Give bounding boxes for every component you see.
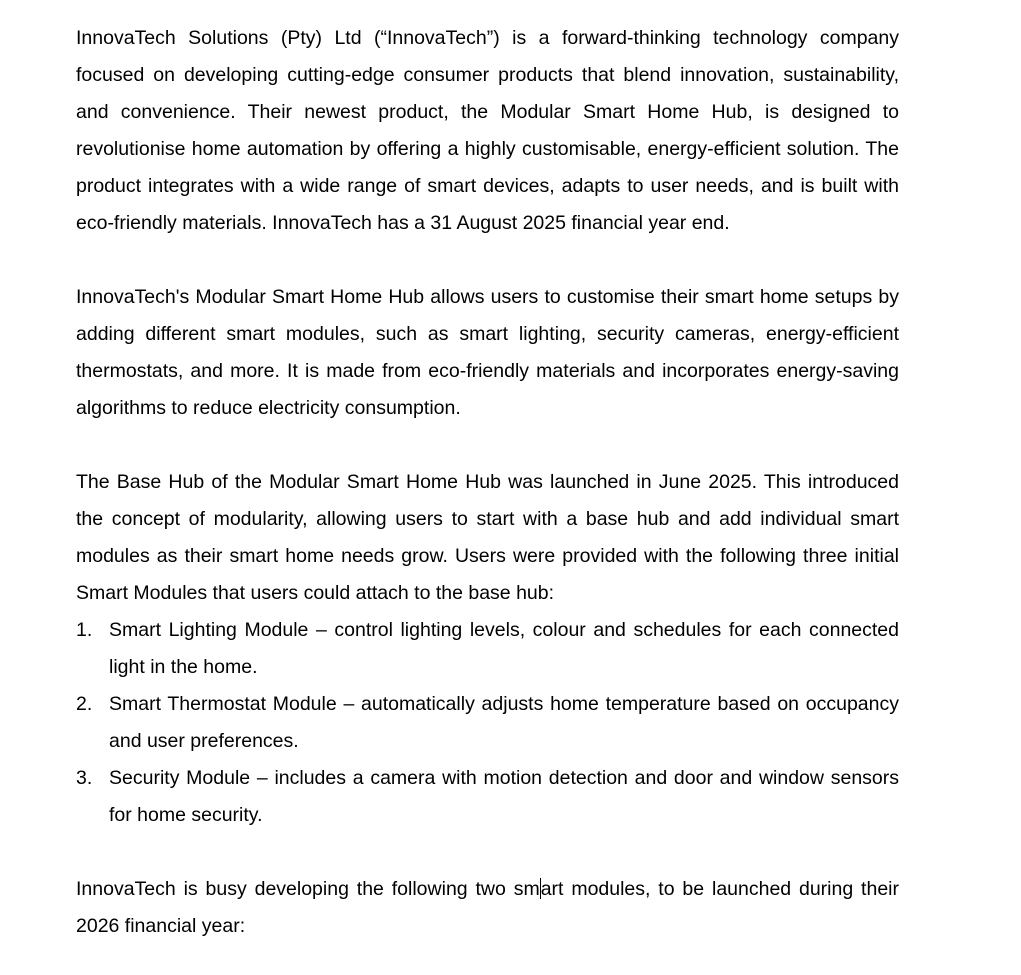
paragraph-text-after-cursor: art modules, to be launched during their 2026 financial year:	[76, 878, 899, 937]
smart-modules-list	[76, 612, 899, 834]
paragraph-upcoming-modules[interactable]	[76, 871, 899, 945]
list-item-number: 3.	[76, 767, 93, 789]
paragraph-product-description[interactable]: InnovaTech's Modular Smart Home Hub allows users to customise their smart home setups by adding different smart modules, such as smart lighting, security cameras, energy-efficient thermostats, and more. It is made from eco-friendly materials and incorporates energy-saving algorithms to reduce electricity consumption.	[76, 286, 899, 419]
paragraph-text-before-cursor: InnovaTech is busy developing the following two sm	[76, 878, 540, 900]
list-item[interactable]	[76, 760, 899, 834]
list-item-text: Security Module – includes a camera with motion detection and door and window sensors for home security.	[109, 767, 899, 826]
list-item-text: Smart Thermostat Module – automatically adjusts home temperature based on occupancy and user preferences.	[109, 693, 899, 752]
document-body[interactable]	[76, 20, 899, 945]
list-item-number: 1.	[76, 619, 93, 641]
paragraph-base-hub-launch[interactable]: The Base Hub of the Modular Smart Home Hub was launched in June 2025. This introduced the concept of modularity, allowing users to start with a base hub and add individual smart modules as their smart home needs grow. Users were provided with the following three initial Smart Modules that users could attach to the base hub:	[76, 471, 899, 604]
list-item-text: Smart Lighting Module – control lighting levels, colour and schedules for each connected light in the home.	[109, 619, 899, 678]
paragraph-company-intro[interactable]: InnovaTech Solutions (Pty) Ltd (“InnovaTech”) is a forward-thinking technology company focused on developing cutting-edge consumer products that blend innovation, sustainability, and convenience. Their newest product, the Modular Smart Home Hub, is designed to revolutionise home automation by offering a highly customisable, energy-efficient solution. The product integrates with a wide range of smart devices, adapts to user needs, and is built with eco-friendly materials. InnovaTech has a 31 August 2025 financial year end.	[76, 27, 899, 234]
list-item[interactable]	[76, 612, 899, 686]
list-item-number: 2.	[76, 693, 93, 715]
list-item[interactable]	[76, 686, 899, 760]
